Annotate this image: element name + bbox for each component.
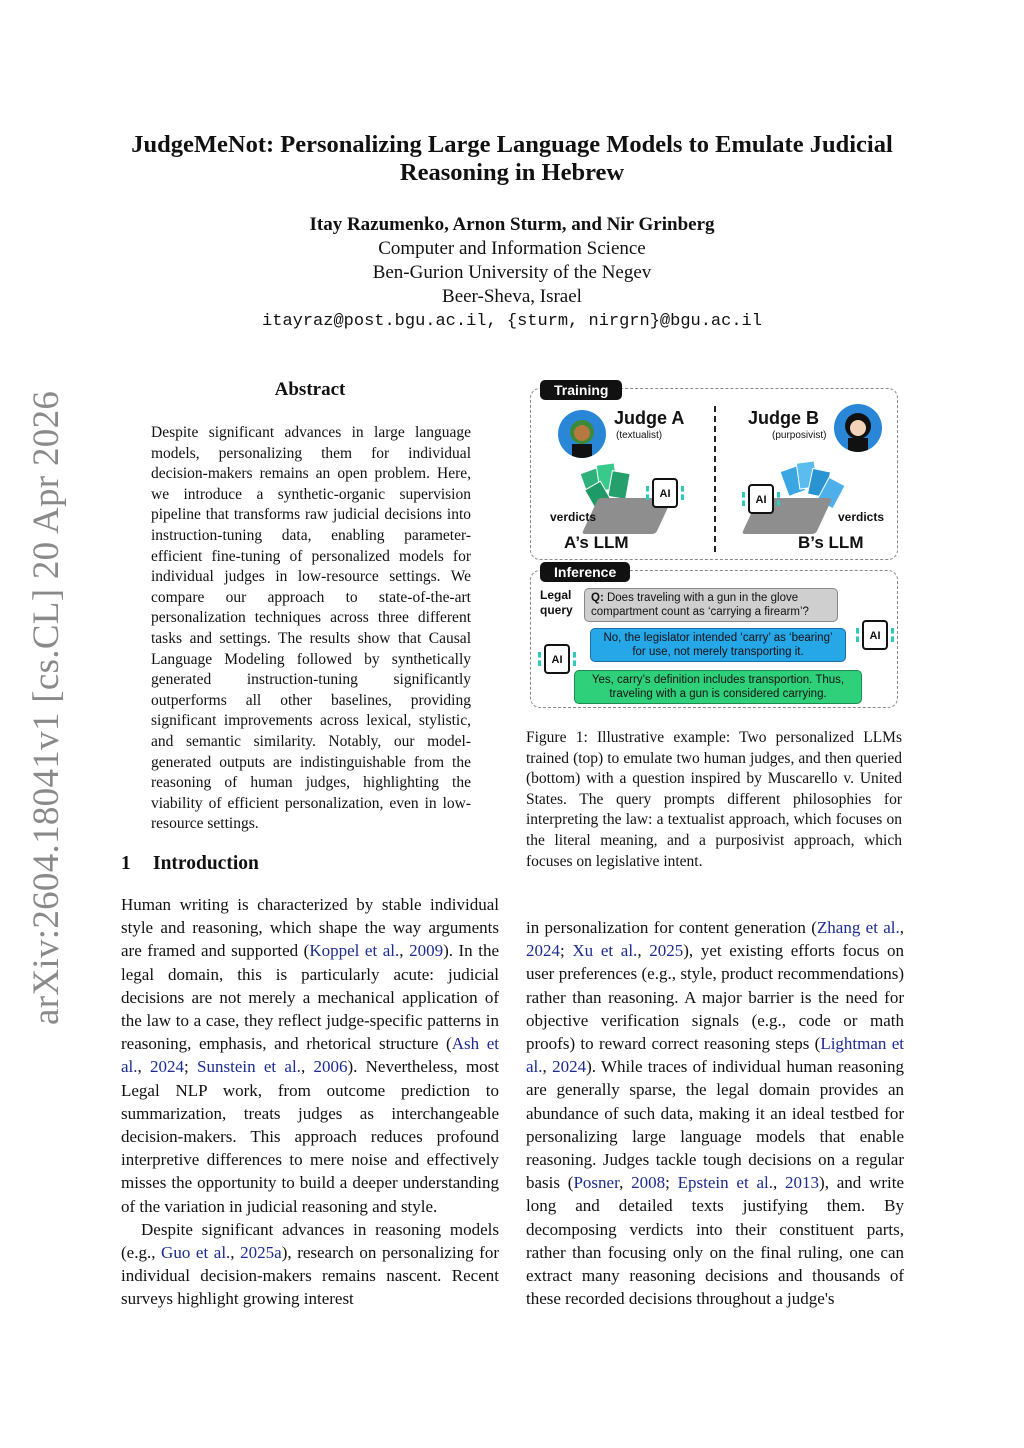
- citation-posner[interactable]: Posner: [573, 1173, 620, 1193]
- authors: Itay Razumenko, Arnon Sturm, and Nir Grinberg: [309, 214, 715, 235]
- citation-epstein-year[interactable]: 2013: [785, 1173, 820, 1193]
- intro-paragraph-2: [121, 1218, 499, 1311]
- text-run: ,: [399, 941, 410, 961]
- citation-lightman[interactable]: Lightman et al.: [526, 1034, 904, 1077]
- answer-a-bubble: Yes, carry’s definition includes transportion. Thus, traveling with a gun is considered carrying.: [574, 670, 862, 704]
- legal-query-label: Legal query: [540, 588, 573, 617]
- intro-paragraph-1: [121, 893, 499, 1218]
- citation-sunstein[interactable]: Sunstein et al.: [197, 1057, 301, 1077]
- paper-title: [110, 131, 914, 187]
- citation-guo-year[interactable]: 2025a: [240, 1243, 282, 1263]
- text-run: ), research on personalizing for individual decision-makers remains nascent. Recent surveys highlight growing interest: [121, 1243, 499, 1309]
- training-tag: Training: [540, 380, 622, 400]
- figure-1-caption: Figure 1: Illustrative example: Two personalized LLMs trained (top) to emulate two human judges, and then queried (bottom) with a question inspired by Muscarello v. United States. The query prompts different philosophies for interpreting the law: a textualist approach, which focuses on the literal meaning, and a purposivist approach, which focuses on legislative intent.: [526, 729, 902, 870]
- text-run: ), and write long and detailed texts justifying them. By decomposing verdicts into their constituent parts, rather than focusing only on the final ruling, one can extract many reasoning decisions and thousands of these recorded decisions throughout a judge's: [526, 1173, 904, 1309]
- intro-left-column: [121, 893, 499, 1311]
- affiliation-univ: Ben-Gurion University of the Negev: [372, 262, 652, 283]
- citation-sunstein-year[interactable]: 2006: [313, 1057, 348, 1077]
- inference-tag: Inference: [540, 562, 630, 582]
- title-line-2: Reasoning in Hebrew: [399, 159, 625, 186]
- text-run: ,: [542, 1057, 553, 1077]
- text-run: ;: [184, 1057, 198, 1077]
- query-prefix: Q:: [591, 592, 604, 604]
- section-heading-introduction: [121, 853, 259, 875]
- query-text: Does traveling with a gun in the glove compartment count as ‘carrying a firearm’?: [591, 592, 809, 618]
- judge-b-subtitle: (purposivist): [772, 430, 827, 441]
- text-run: Despite significant advances in reasoning models (e.g.,: [121, 1219, 499, 1263]
- section-number: 1: [121, 853, 131, 874]
- abstract-heading: Abstract: [274, 379, 346, 400]
- citation-xu-year[interactable]: 2025: [649, 941, 684, 961]
- affiliation-dept: Computer and Information Science: [378, 238, 646, 259]
- llm-a-label: A’s LLM: [564, 533, 629, 552]
- text-run: ), yet existing efforts focus on user preferences (e.g., style, product recommendations) rather than reasoning. A major barrier is the need for objective verification signals (e.g., code or math proofs) to reward correct reasoning steps (: [526, 941, 904, 1054]
- citation-koppel-year[interactable]: 2009: [409, 941, 444, 961]
- text-run: ,: [637, 941, 650, 961]
- judge-b-avatar-icon: [834, 404, 882, 452]
- citation-koppel[interactable]: Koppel et al.: [309, 941, 400, 961]
- text-run: ,: [899, 918, 904, 937]
- citation-epstein[interactable]: Epstein et al.: [677, 1173, 773, 1193]
- citation-posner-year[interactable]: 2008: [631, 1173, 666, 1193]
- citation-lightman-year[interactable]: 2024: [552, 1057, 587, 1077]
- llm-b-label: B’s LLM: [798, 533, 864, 552]
- affiliation-city: Beer-Sheva, Israel: [442, 286, 582, 307]
- judge-a-avatar-icon: [558, 410, 606, 458]
- panel-divider: [714, 406, 716, 552]
- text-run: ;: [665, 1173, 678, 1193]
- verdicts-label-b: verdicts: [838, 510, 885, 524]
- answer-b-bubble: No, the legislator intended ‘carry’ as ‘bearing’ for use, not merely transporting it.: [590, 628, 846, 662]
- citation-zhang[interactable]: Zhang et al.: [816, 918, 900, 937]
- citation-ash-year[interactable]: 2024: [150, 1057, 185, 1077]
- llm-a-chip-icon: AI: [652, 478, 678, 508]
- text-run: ,: [137, 1057, 151, 1077]
- llm-b-inference-chip-icon: AI: [862, 620, 888, 650]
- judge-a-subtitle: (textualist): [616, 430, 663, 441]
- citation-ash[interactable]: Ash et al.: [121, 1034, 499, 1077]
- title-line-1: JudgeMeNot: Personalizing Large Language Models to Emulate Judicial: [131, 131, 893, 158]
- text-run: in personalization for content generation (: [526, 918, 817, 937]
- text-run: ,: [772, 1173, 786, 1193]
- text-run: ,: [300, 1057, 314, 1077]
- citation-zhang-year[interactable]: 2024: [526, 941, 560, 961]
- citation-xu[interactable]: Xu et al.: [572, 941, 638, 961]
- section-title: Introduction: [153, 853, 259, 874]
- judge-b-name: Judge B: [748, 408, 820, 428]
- llm-b-chip-icon: AI: [748, 484, 774, 514]
- text-run: Human writing is characterized by stable individual style and reasoning, which shape the way arguments are framed and supported (: [121, 895, 499, 961]
- author-block: [110, 213, 914, 335]
- verdicts-label-a: verdicts: [550, 510, 597, 524]
- arxiv-identifier: arXiv:2604.18041v1 [cs.CL] 20 Apr 2026: [26, 390, 67, 1025]
- text-run: ). In the legal domain, this is particularly acute: judicial decisions are not merely a mechanical application of the law to a case, they reflect judge-specific patterns in reasoning, emphasis, and rhetorical structure (: [121, 941, 499, 1054]
- llm-a-inference-chip-icon: AI: [544, 644, 570, 674]
- text-run: ,: [619, 1173, 632, 1193]
- judge-a-name: Judge A: [614, 408, 685, 428]
- author-emails[interactable]: itayraz@post.bgu.ac.il, {sturm, nirgrn}@bgu.ac.il: [262, 312, 762, 331]
- intro-right-column: [526, 916, 904, 1310]
- citation-guo[interactable]: Guo et al.: [161, 1243, 231, 1263]
- abstract-text: Despite significant advances in large language models, personalizing them for individual decision-makers remains an open problem. Here, we introduce a synthetic-organic supervision pipeline that transforms raw judicial decisions into instruction-tuning data, enabling parameter-efficient fine-tuning of personalized models for individual judges in low-resource settings. We compare our approach to state-of-the-art personalization techniques across three different tasks and settings. The results show that Causal Language Modeling followed by synthetically generated instruction-tuning significantly outperforms all other baselines, providing significant improvements across lexical, stylistic, and semantic similarity. Notably, our model-generated outputs are indistinguishable from the reasoning of human judges, highlighting the viability of efficient personalization, even in low-resource settings.: [151, 424, 471, 833]
- text-run: ). Nevertheless, most Legal NLP work, from outcome prediction to summarization, treats judges as interchangeable decision-makers. This approach reduces profound interpretive differences to mere noise and effectively misses the opportunity to build a deeper understanding of the variation in judicial reasoning and style.: [121, 1057, 500, 1216]
- text-run: ). While traces of individual human reasoning are generally sparse, the legal domain provides an abundance of such data, making it an ideal testbed for personalizing large language models that enable reasoning. Judges tackle tough decisions on a regular basis (: [526, 1057, 904, 1193]
- text-run: ;: [560, 941, 573, 961]
- text-run: ,: [230, 1243, 241, 1263]
- intro-paragraph-3: [526, 916, 904, 1310]
- query-bubble: [584, 588, 838, 622]
- figure-1: [528, 378, 900, 710]
